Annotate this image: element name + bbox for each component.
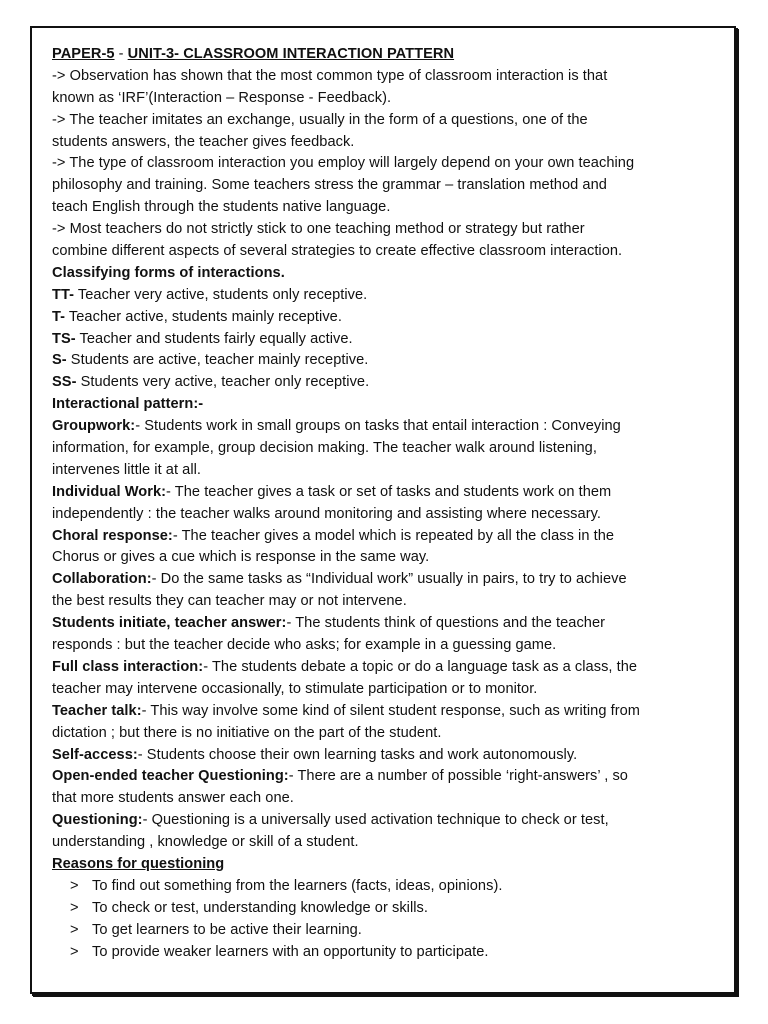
bullet-arrow-icon: > bbox=[70, 921, 79, 938]
pattern-heading: Interactional pattern:- bbox=[52, 396, 204, 413]
pattern-line: intervenes little it at all. bbox=[52, 461, 202, 478]
reasons-heading: Reasons for questioning bbox=[52, 855, 225, 872]
form-item: TT- Teacher very active, students only receptive. bbox=[52, 286, 368, 303]
intro-line: students answers, the teacher gives feedback. bbox=[52, 133, 355, 150]
form-item: T- Teacher active, students mainly receptive. bbox=[52, 308, 342, 325]
pattern-open-ended: Open-ended teacher Questioning:- There are a number of possible ‘right-answers’ , so bbox=[52, 768, 628, 785]
pattern-line: dictation ; but there is no initiative on the part of the student. bbox=[52, 724, 442, 741]
list-item: > To get learners to be active their learning. bbox=[52, 920, 724, 942]
intro-line: -> Observation has shown that the most common type of classroom interaction is that bbox=[52, 67, 608, 84]
pattern-teacher-talk: Teacher talk:- This way involve some kind of silent student response, such as writing from bbox=[52, 702, 640, 719]
pattern-line: Chorus or gives a cue which is response in the same way. bbox=[52, 549, 430, 566]
pattern-collaboration: Collaboration:- Do the same tasks as “Individual work” usually in pairs, to try to achieve bbox=[52, 571, 627, 588]
bullet-arrow-icon: > bbox=[70, 943, 79, 960]
document-body bbox=[52, 44, 724, 963]
pattern-line: information, for example, group decision making. The teacher walk around listening, bbox=[52, 440, 597, 457]
intro-line: combine different aspects of several strategies to create effective classroom interaction. bbox=[52, 243, 623, 260]
intro-line: -> The type of classroom interaction you employ will largely depend on your own teaching bbox=[52, 155, 635, 172]
bullet-arrow-icon: > bbox=[70, 877, 79, 894]
forms-list bbox=[52, 285, 724, 394]
bullet-arrow-icon: > bbox=[70, 899, 79, 916]
intro-line: -> Most teachers do not strictly stick to one teaching method or strategy but rather bbox=[52, 221, 585, 238]
pattern-choral-response: Choral response:- The teacher gives a model which is repeated by all the class in the bbox=[52, 527, 615, 544]
pattern-groupwork: Groupwork:- Students work in small groups on tasks that entail interaction : Conveying bbox=[52, 418, 621, 435]
classifying-heading: Classifying forms of interactions. bbox=[52, 264, 285, 281]
intro-line: known as ‘IRF’(Interaction – Response - Feedback). bbox=[52, 89, 392, 106]
form-item: S- Students are active, teacher mainly receptive. bbox=[52, 352, 369, 369]
intro-line: teach English through the students native language. bbox=[52, 199, 391, 216]
pattern-full-class: Full class interaction:- The students debate a topic or do a language task as a class, the bbox=[52, 658, 638, 675]
pattern-line: independently : the teacher walks around monitoring and assisting where necessary. bbox=[52, 505, 601, 522]
pattern-line: responds : but the teacher decide who asks; for example in a guessing game. bbox=[52, 637, 557, 654]
list-item: > To find out something from the learners (facts, ideas, opinions). bbox=[52, 876, 724, 898]
pattern-self-access: Self-access:- Students choose their own learning tasks and work autonomously. bbox=[52, 746, 578, 763]
reasons-list bbox=[52, 876, 724, 964]
form-item: SS- Students very active, teacher only receptive. bbox=[52, 374, 370, 391]
pattern-students-initiate: Students initiate, teacher answer:- The students think of questions and the teacher bbox=[52, 615, 606, 632]
pattern-line: understanding , knowledge or skill of a student. bbox=[52, 834, 359, 851]
intro-line: -> The teacher imitates an exchange, usually in the form of a questions, one of the bbox=[52, 111, 588, 128]
pattern-line: teacher may intervene occasionally, to stimulate participation or to monitor. bbox=[52, 680, 538, 697]
document-title: PAPER-5 - UNIT-3- CLASSROOM INTERACTION PATTERN bbox=[52, 46, 455, 62]
pattern-line: the best results they can teacher may or not intervene. bbox=[52, 593, 407, 610]
pattern-questioning: Questioning:- Questioning is a universally used activation technique to check or test, bbox=[52, 812, 609, 829]
intro-section bbox=[52, 66, 724, 263]
pattern-line: that more students answer each one. bbox=[52, 790, 294, 807]
pattern-individual-work: Individual Work:- The teacher gives a task or set of tasks and students work on them bbox=[52, 483, 612, 500]
list-item: > To provide weaker learners with an opportunity to participate. bbox=[52, 942, 724, 964]
form-item: TS- Teacher and students fairly equally active. bbox=[52, 330, 353, 347]
intro-line: philosophy and training. Some teachers stress the grammar – translation method and bbox=[52, 177, 607, 194]
list-item: > To check or test, understanding knowledge or skills. bbox=[52, 898, 724, 920]
patterns-list bbox=[52, 416, 724, 854]
